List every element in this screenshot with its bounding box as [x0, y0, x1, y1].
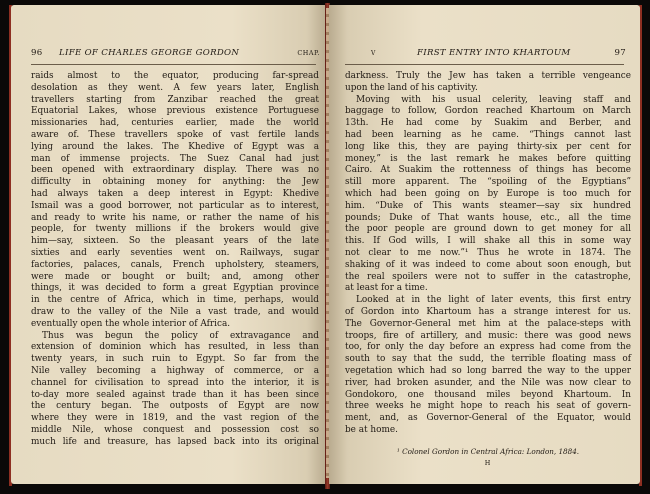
text-line: been opened with extraordinary display. There was no: [31, 165, 319, 176]
text-line: Equatorial Lakes, whose previous existence Portuguese: [31, 106, 319, 117]
text-line: extension of dominion which has resulted, in less than: [31, 342, 319, 353]
left-body-text: [31, 71, 319, 449]
text-line: had always taken a deep interest in Egypt: Khedive: [31, 188, 319, 199]
text-line: factories, palaces, canals, French upholstery, steamers,: [31, 259, 319, 270]
text-line: money,” is the last remark he makes before quitting: [345, 153, 631, 164]
text-line: things, it was decided to form a great Egyptian province: [31, 283, 319, 294]
text-line: the poor people are ground down to get money for all: [345, 224, 631, 235]
footnote: ¹ Colonel Gordon in Central Africa: London, 1884.: [396, 447, 580, 456]
text-line: him. “Duke of This wants steamer—say six hundred: [345, 200, 631, 211]
text-line: where they were in 1819, and the vast region of the: [31, 413, 319, 424]
text-line: Looked at in the light of later events, this first entry: [356, 295, 631, 306]
text-line: of Gordon into Khartoum has a strange interest for us.: [345, 306, 631, 317]
right-body-text: [345, 71, 631, 437]
text-line: travellers starting from Zanzibar reached the great: [31, 94, 319, 105]
text-line: people, for twenty millions if the brokers would give: [31, 224, 319, 235]
text-line: 13th. He had come by Suakim and Berber, and: [345, 118, 631, 129]
text-line: baggage to follow, Gordon reached Khartoum on March: [345, 106, 631, 117]
text-line: difficulty in obtaining money for anything: the Jew: [31, 177, 319, 188]
running-title: LIFE OF CHARLES GEORGE GORDON: [59, 48, 240, 58]
page-number: 97: [614, 48, 626, 58]
text-line: upon the land of his captivity.: [345, 82, 478, 93]
text-line: him—say, sixteen. So the pleasant years of the late: [31, 236, 319, 247]
text-line: missionaries had, centuries earlier, made the world: [31, 118, 319, 129]
text-line: desolation as they went. A few years later, English: [31, 82, 319, 93]
text-line: be at home.: [345, 424, 398, 435]
text-line: and ready to write his name, or rather the name of his: [31, 212, 319, 223]
text-line: this. If God wills, I will shake all this in some way: [345, 236, 631, 247]
right-page-header: [345, 48, 626, 60]
text-line: three weeks he might hope to reach his seat of govern-: [345, 401, 631, 412]
text-line: man of immense projects. The Suez Canal had just: [31, 153, 319, 164]
chapter-mark: CHAP.: [297, 49, 320, 57]
text-line: not clear to me now.”¹ Thus he wrote in 1874. The: [345, 247, 631, 258]
header-rule: [345, 64, 624, 65]
text-line: middle Nile, whose conquest and possession cost so: [31, 424, 319, 435]
text-line: south to say that the sudd, the terrible floating mass of: [345, 354, 631, 365]
text-line: much life and treasure, has lapsed back into its original: [31, 436, 319, 447]
text-line: still more apparent. The “spoiling of the Egyptians”: [345, 177, 631, 188]
text-line: were made or bought or built; and, among other: [31, 271, 319, 282]
text-line: which had been going on by Europe is too much for: [345, 188, 631, 199]
signature-mark: H: [484, 459, 492, 467]
left-page: [11, 5, 326, 484]
text-line: vegetation which had so long barred the way to the upper: [345, 365, 631, 376]
text-line: lying around the lakes. The Khedive of Egypt was a: [31, 141, 319, 152]
text-line: Cairo. At Suakim the rottenness of things has become: [345, 165, 631, 176]
text-line: aware of. These travellers spoke of vast fertile lands: [31, 129, 319, 140]
left-page-header: [31, 48, 320, 60]
right-page: [329, 5, 640, 484]
chapter-mark: V: [371, 50, 376, 57]
text-line: river, had broken asunder, and the Nile was now clear to: [345, 377, 631, 388]
text-line: at least for a time.: [345, 283, 428, 294]
text-line: the real spoilers were not to suffer in the catastrophe,: [345, 271, 631, 282]
text-line: The Governor-General met him at the palace-steps with: [345, 318, 631, 329]
text-line: channel for civilisation to spread into the interior, it is: [31, 377, 319, 388]
text-line: eventually open the whole interior of Africa.: [31, 318, 231, 329]
text-line: long like this, they are paying thirty-six per cent for: [345, 141, 631, 152]
text-line: Nile valley becoming a highway of commerce, or a: [31, 365, 319, 376]
text-line: shaking of it was indeed to come about soon enough, but: [345, 259, 631, 270]
running-title: FIRST ENTRY INTO KHARTOUM: [417, 48, 571, 58]
header-rule: [31, 64, 316, 65]
text-line: darkness. Truly the Jew has taken a terrible vengeance: [345, 71, 631, 81]
text-line: Ismail was a good borrower, not particular as to interest,: [31, 200, 319, 211]
text-line: to-day more sealed against trade than it has been since: [31, 389, 319, 400]
text-line: the century began. The outposts of Egypt are now: [31, 401, 319, 412]
text-line: Thus was begun the policy of extravagance and: [42, 330, 319, 341]
text-line: Moving with his usual celerity, leaving staff and: [356, 94, 631, 105]
text-line: Gondokoro, one thousand miles beyond Khartoum. In: [345, 389, 631, 400]
text-line: draw to the valley of the Nile a vast trade, and would: [31, 306, 319, 317]
text-line: in the centre of Africa, which in time, perhaps, would: [31, 295, 319, 306]
text-line: raids almost to the equator, producing far-spread: [31, 71, 319, 81]
text-line: twenty years, in such ruin to Egypt. So far from the: [31, 354, 319, 365]
text-line: sixties and early seventies went on. Railways, sugar: [31, 247, 319, 258]
text-line: troops, fire of artillery, and music: there was good news: [345, 330, 631, 341]
text-line: ment, and, as Governor-General of the Equator, would: [345, 413, 631, 424]
text-line: too, for only the day before an express had come from the: [345, 342, 631, 353]
text-line: had been learning as he came. “Things cannot last: [345, 129, 631, 140]
text-line: pounds; Duke of That wants house, etc., all the time: [345, 212, 631, 223]
page-number: 96: [31, 48, 43, 58]
